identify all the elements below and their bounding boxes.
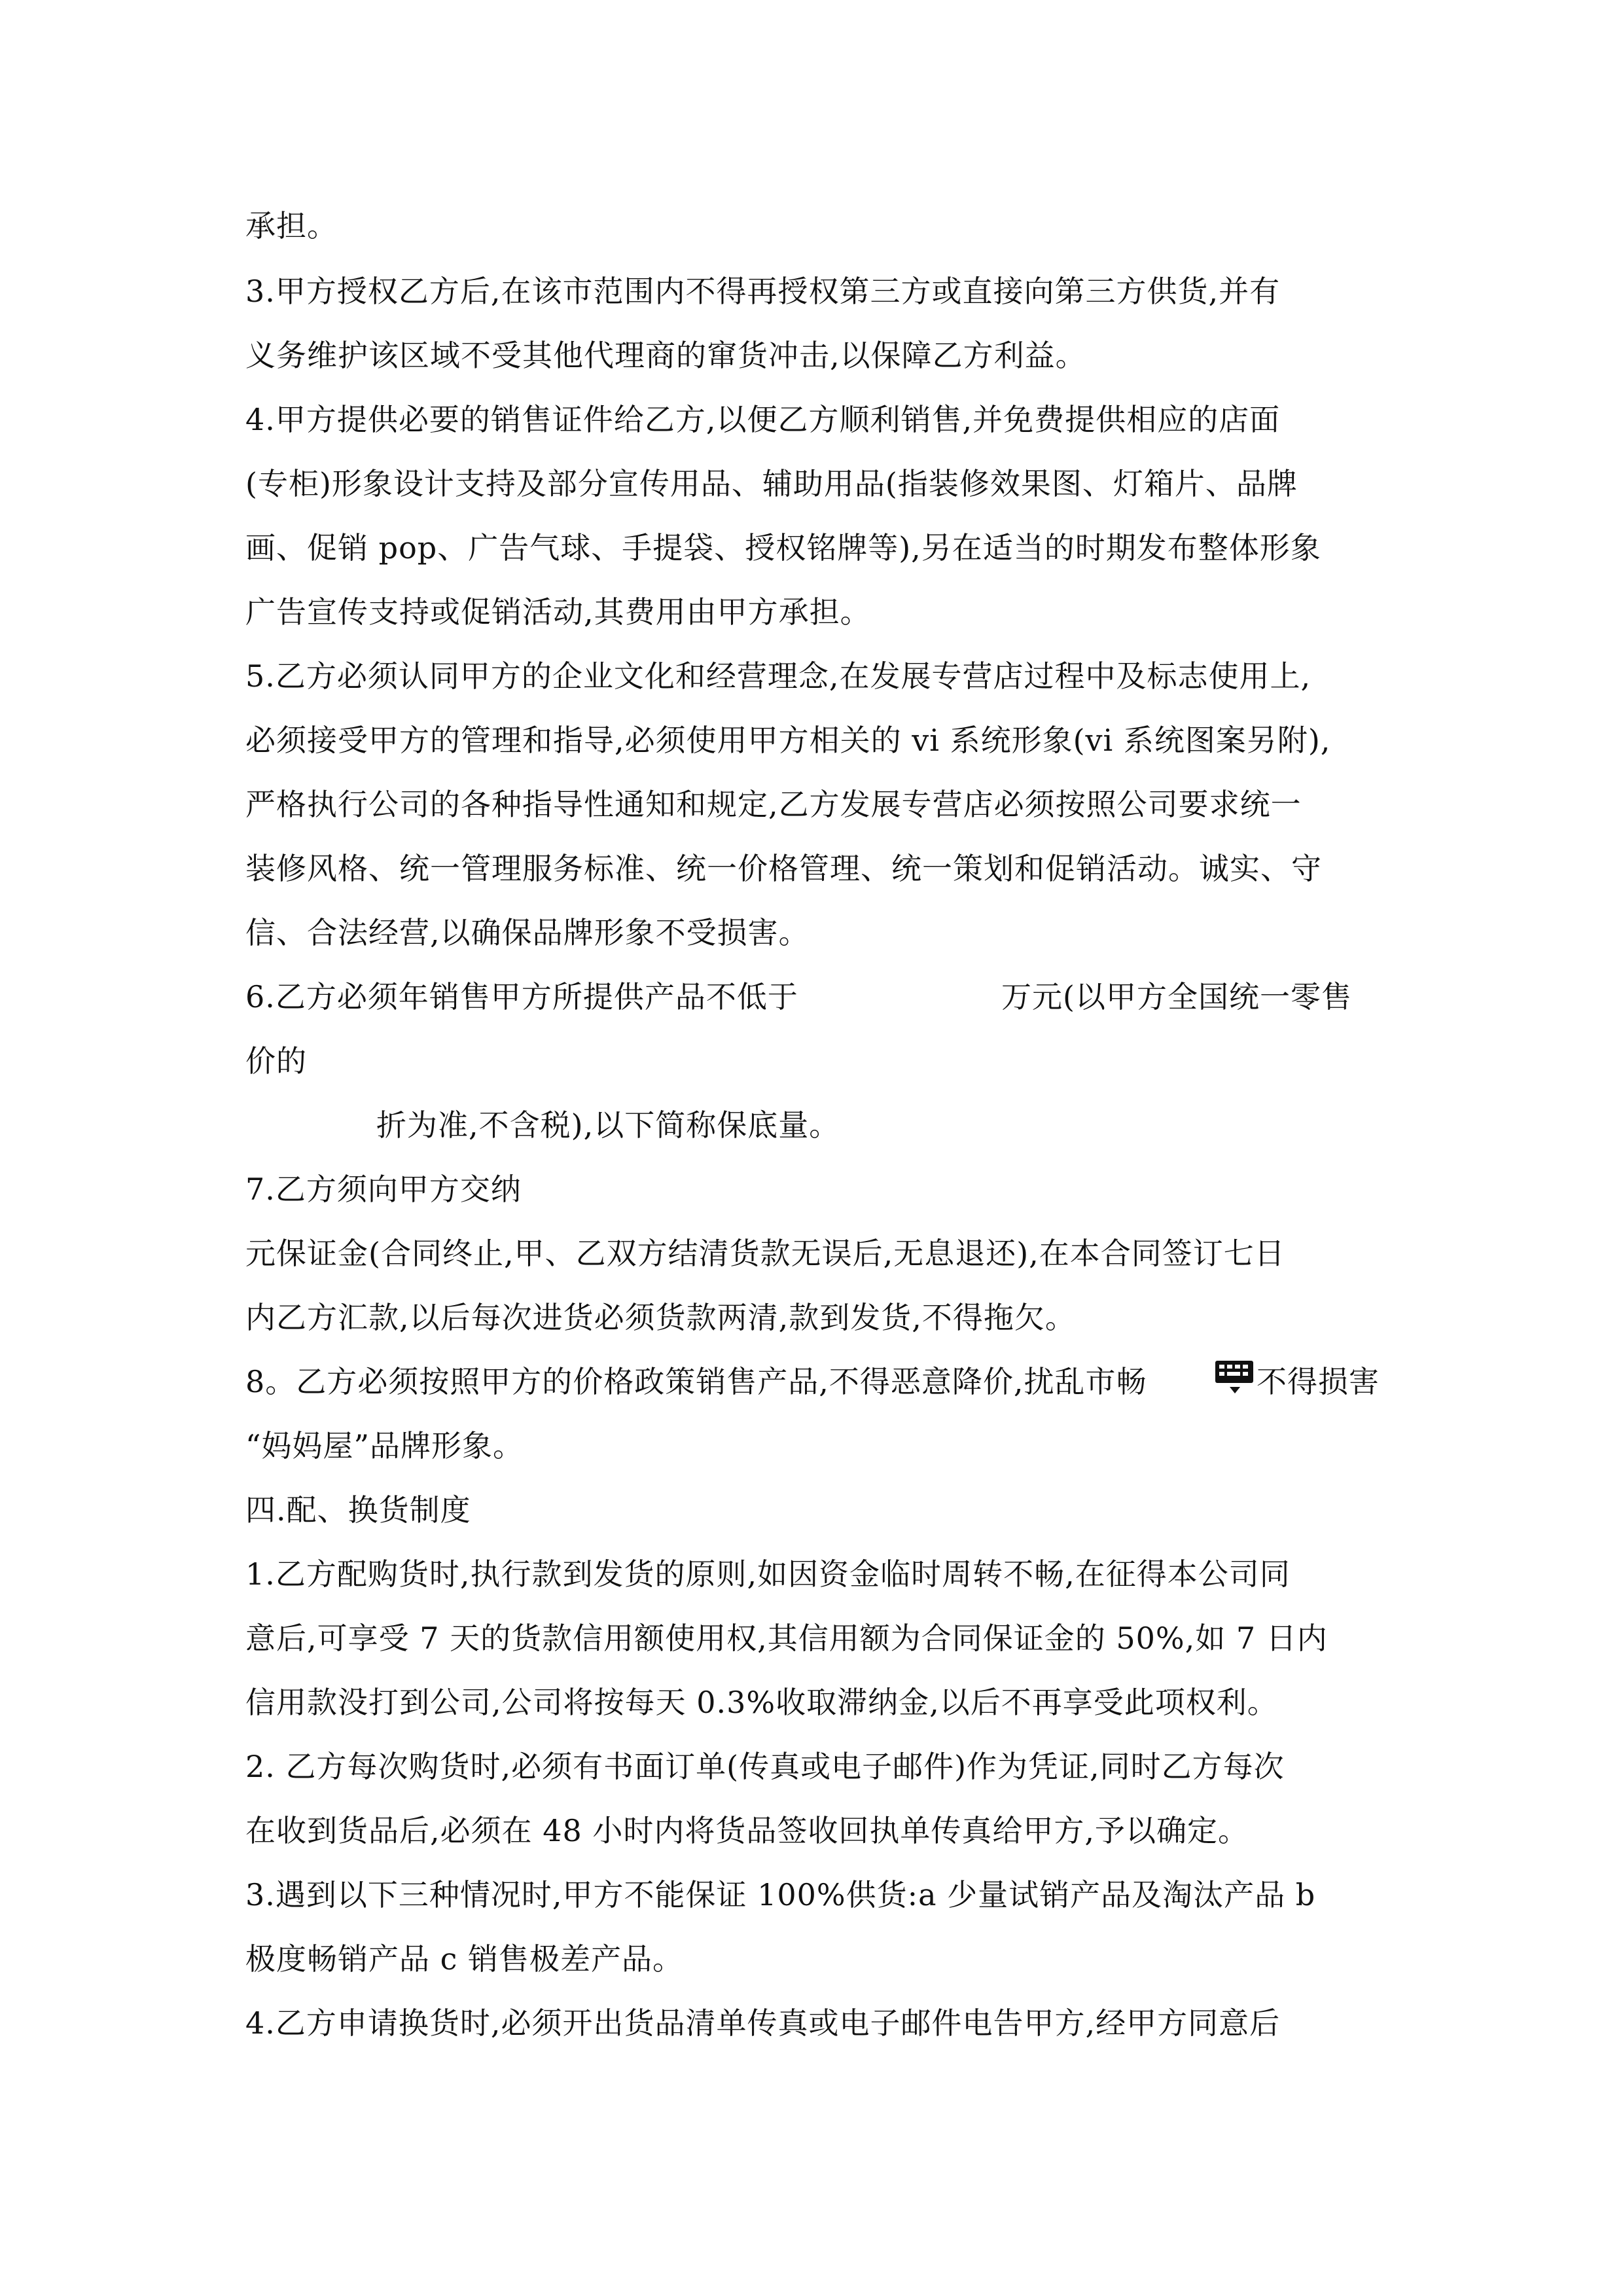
text-line-26: 在收到货品后,必须在 48 小时内将货品签收回执单传真给甲方,予以确定。 (245, 1813, 1249, 1848)
text-line-20: “妈妈屋”品牌形象。 (245, 1428, 524, 1463)
text-line-3: 义务维护该区域不受其他代理商的窜货冲击,以保障乙方利益。 (245, 338, 1086, 373)
text-line-25: 2. 乙方每次购货时,必须有书面订单(传真或电子邮件)作为凭证,同时乙方每次 (245, 1749, 1285, 1784)
text-line-18: 内乙方汇款,以后每次进货必须货款两清,款到发货,不得拖欠。 (245, 1300, 1076, 1335)
text-line-19-right: 不得损害 (1257, 1364, 1380, 1399)
text-line-10: 严格执行公司的各种指导性通知和规定,乙方发展专营店必须按照公司要求统一 (245, 787, 1302, 822)
text-line-8: 5.乙方必须认同甲方的企业文化和经营理念,在发展专营店过程中及标志使用上, (245, 658, 1311, 694)
text-line-13-right: 万元(以甲方全国统一零售 (1001, 979, 1352, 1014)
text-line-24: 信用款没打到公司,公司将按每天 0.3%收取滞纳金,以后不再享受此项权利。 (245, 1685, 1278, 1720)
text-line-22: 1.乙方配购货时,执行款到发货的原则,如因资金临时周转不畅,在征得本公司同 (245, 1556, 1291, 1592)
text-line-13: 6.乙方必须年销售甲方所提供产品不低于 (245, 979, 798, 1014)
text-line-23: 意后,可享受 7 天的货款信用额使用权,其信用额为合同保证金的 50%,如 7 日内 (245, 1621, 1328, 1656)
text-line-15: 折为准,不含税),以下简称保底量。 (376, 1107, 840, 1143)
text-line-6: 画、促销 pop、广告气球、手提袋、授权铭牌等),另在适当的时期发布整体形象 (245, 530, 1321, 565)
text-line-16: 7.乙方须向甲方交纳 (245, 1172, 522, 1207)
text-line-29: 4.乙方申请换货时,必须开出货品清单传真或电子邮件电告甲方,经甲方同意后 (245, 2005, 1281, 2041)
text-line-1: 承担。 (245, 208, 338, 243)
text-line-11: 装修风格、统一管理服务标准、统一价格管理、统一策划和促销活动。诚实、守 (245, 851, 1322, 886)
text-line-14: 价的 (245, 1043, 307, 1079)
text-line-27: 3.遇到以下三种情况时,甲方不能保证 100%供货:a 少量试销产品及淘汰产品 b (245, 1877, 1316, 1912)
text-line-12: 信、合法经营,以确保品牌形象不受损害。 (245, 915, 810, 950)
text-line-7: 广告宣传支持或促销活动,其费用由甲方承担。 (245, 594, 871, 630)
text-line-2: 3.甲方授权乙方后,在该市范围内不得再授权第三方或直接向第三方供货,并有 (245, 274, 1281, 309)
text-line-28: 极度畅销产品 c 销售极差产品。 (245, 1941, 684, 1977)
keyboard-icon[interactable] (1214, 1358, 1256, 1395)
text-line-5: (专柜)形象设计支持及部分宣传用品、辅助用品(指装修效果图、灯箱片、品牌 (245, 466, 1298, 501)
text-line-19: 8。乙方必须按照甲方的价格政策销售产品,不得恶意降价,扰乱市畅 (245, 1364, 1147, 1399)
section-heading: 四.配、换货制度 (245, 1492, 471, 1528)
text-line-9: 必须接受甲方的管理和指导,必须使用甲方相关的 vi 系统形象(vi 系统图案另附), (245, 723, 1331, 758)
text-line-4: 4.甲方提供必要的销售证件给乙方,以便乙方顺利销售,并免费提供相应的店面 (245, 402, 1281, 437)
text-line-17: 元保证金(合同终止,甲、乙双方结清货款无误后,无息退还),在本合同签订七日 (245, 1236, 1285, 1271)
